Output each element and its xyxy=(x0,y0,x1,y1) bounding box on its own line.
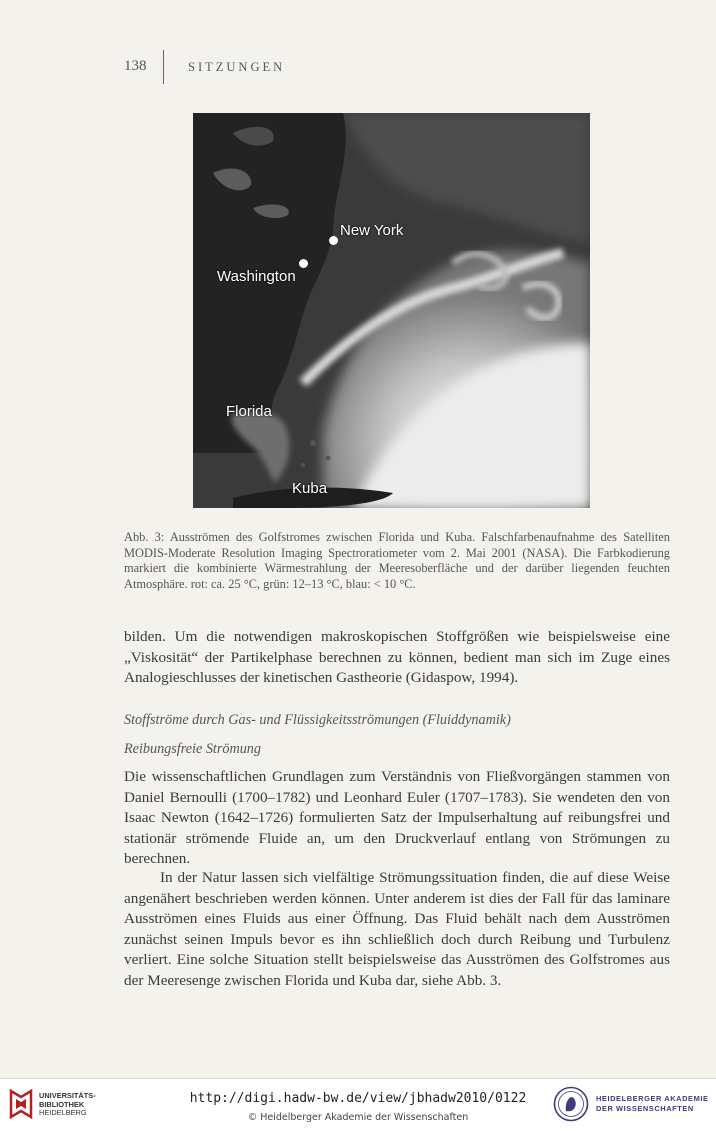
paragraph-1: bilden. Um die notwendigen makroskopischen Stoffgrößen wie beispielsweise eine „Viskosität“ der Partikelphase berechnen zu können, bedient man sich im Zuge eines Analogieschlusses der kinetischen Gastheorie (Gidaspow, 1994). xyxy=(124,628,670,686)
copyright-notice: © Heidelberger Akademie der Wissenschaften xyxy=(247,1112,469,1123)
paragraph-3: In der Natur lassen sich vielfältige Strömungssituation finden, die auf diese Weise angenähert beschrieben werden können. Unter anderem ist dies der Fall für das laminare Ausströmen eines Fluids aus einer Öffnung. Das Fluid behält nach dem Ausströmen zunächst seinen Impuls bevor es ihn schließlich doch durch Reibung und Turbulenz verliert. Eine solche Situation stellt beispielsweise das Ausströmen des Golfstromes aus der Meeresenge zwischen Florida und Kuba dar, siehe Abb. 3. xyxy=(124,869,670,989)
satellite-image xyxy=(193,113,590,508)
academy-line-2: DER WISSENSCHAFTEN xyxy=(596,1103,694,1113)
library-line-3: HEIDELBERG xyxy=(39,1108,87,1118)
academy-seal-icon xyxy=(553,1086,589,1122)
satellite-figure xyxy=(193,113,590,508)
figure-caption: Abb. 3: Ausströmen des Golfstromes zwischen Florida und Kuba. Falschfarbenaufnahme des Satelliten MODIS-Moderate Resolution Imaging Spectroratiometer vom 2. Mai 2001 (NASA). Die Farbkodierung markiert die kombinierte Wärmestrahlung der Meeresoberfläche und der darüber liegenden feuchten Atmosphäre. rot: ca. 25 °C, grün: 12–13 °C, blau: < 10 °C. xyxy=(124,530,670,591)
new-york-marker xyxy=(329,236,338,245)
running-title: SITZUNGEN xyxy=(188,60,286,74)
library-line-1: UNIVERSITÄTS- xyxy=(39,1091,96,1100)
academy-name xyxy=(596,1094,709,1113)
library-line-2: BIBLIOTHEK xyxy=(39,1099,85,1109)
digitization-footer xyxy=(0,1078,716,1131)
academy-line-1: HEIDELBERGER AKADEMIE xyxy=(596,1094,709,1103)
paragraph-2: Die wissenschaftlichen Grundlagen zum Verständnis von Fließvorgängen stammen von Daniel Bernoulli (1700–1782) und Leonhard Euler (1707–1783). Sie wendeten den von Isaac Newton (1642–1726) formulierten Satz der Impulserhaltung auf reibungsfrei und stationär strömende Fluide an, um den Druckverlauf entlang von Strömungen zu berechnen. xyxy=(124,768,670,867)
subsection-heading: Reibungsfreie Strömung xyxy=(124,741,261,757)
permalink-url[interactable]: http://digi.hadw-bw.de/view/jbhadw2010/0122 xyxy=(189,1091,527,1106)
washington-marker xyxy=(299,259,308,268)
label-kuba: Kuba xyxy=(292,480,328,497)
header-divider xyxy=(163,50,164,84)
label-new-york: New York xyxy=(340,222,404,239)
section-heading: Stoffströme durch Gas- und Flüssigkeitsströmungen (Fluiddynamik) xyxy=(124,712,511,728)
page-number: 138 xyxy=(124,58,147,74)
label-florida: Florida xyxy=(226,403,272,420)
label-washington: Washington xyxy=(217,268,296,285)
